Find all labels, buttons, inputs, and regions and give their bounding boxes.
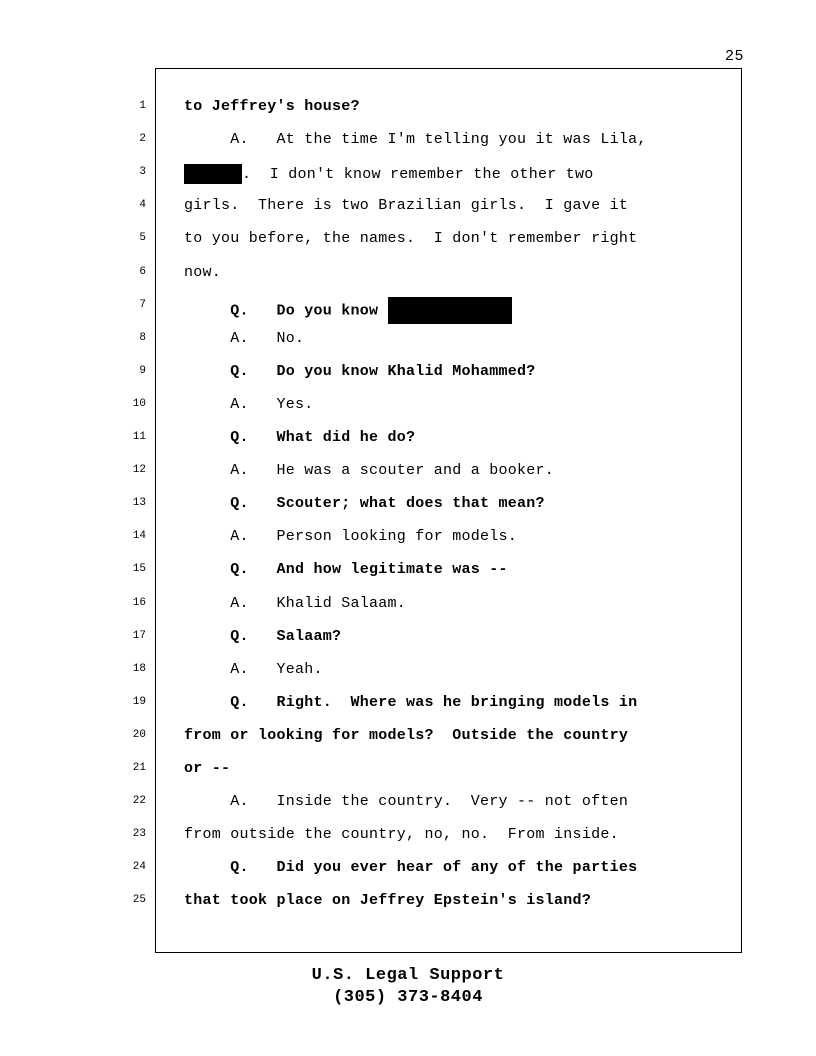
line-number: 11 — [132, 431, 146, 443]
line-text: . I don't know remember the other two — [242, 166, 594, 184]
line-text: A. Yeah. — [184, 660, 323, 678]
transcript-line — [184, 230, 637, 247]
line-number: 6 — [139, 265, 146, 278]
transcript-line — [184, 892, 591, 909]
line-number: 17 — [132, 629, 146, 642]
redaction-box — [184, 164, 242, 184]
line-number: 1 — [139, 100, 146, 112]
line-number: 18 — [132, 662, 146, 675]
transcript-line — [184, 264, 221, 281]
line-text: from outside the country, no, no. From inside. — [184, 826, 619, 844]
line-text: girls. There is two Brazilian girls. I gave it — [184, 197, 629, 215]
transcript-line — [184, 297, 512, 324]
line-number: 7 — [139, 298, 146, 311]
footer-company: U.S. Legal Support — [311, 966, 505, 985]
line-number: 10 — [132, 397, 146, 410]
transcript-line — [184, 98, 360, 115]
line-number: 21 — [132, 762, 146, 774]
line-text: Q. Do you know — [184, 302, 388, 320]
line-number: 13 — [132, 497, 146, 510]
transcript-line — [184, 396, 314, 413]
line-number: 23 — [132, 828, 146, 841]
line-number: 19 — [132, 695, 146, 708]
transcript-line — [184, 628, 341, 645]
transcript-line — [184, 793, 628, 810]
line-number: 9 — [139, 364, 146, 377]
line-text: A. Yes. — [184, 395, 314, 413]
line-text: from or looking for models? Outside the country — [184, 726, 629, 744]
line-number: 22 — [132, 795, 146, 808]
line-text: Q. Salaam? — [184, 627, 342, 645]
transcript-line — [184, 760, 230, 777]
line-number: 20 — [132, 728, 146, 741]
line-text: A. No. — [184, 329, 305, 347]
redaction-box — [388, 297, 512, 324]
line-number: 14 — [132, 530, 146, 543]
transcript-line — [184, 164, 594, 184]
line-number: 12 — [132, 464, 146, 477]
line-text: A. Khalid Salaam. — [184, 594, 407, 612]
line-text: Q. And how legitimate was -- — [184, 561, 508, 579]
line-text: that took place on Jeffrey Epstein's island? — [184, 892, 592, 910]
transcript-line — [184, 495, 545, 512]
line-number: 24 — [132, 861, 146, 874]
transcript-line — [184, 429, 415, 446]
line-text: A. Person looking for models. — [184, 528, 518, 546]
transcript-line — [184, 561, 508, 578]
line-number: 15 — [132, 563, 146, 576]
transcript-line — [184, 661, 323, 678]
line-text: Q. Right. Where was he bringing models in — [184, 693, 638, 711]
line-text: to you before, the names. I don't remember right — [184, 230, 638, 248]
line-text: A. He was a scouter and a booker. — [184, 462, 555, 480]
transcript-line — [184, 131, 647, 148]
line-text: A. Inside the country. Very -- not often — [184, 793, 629, 811]
line-text: to Jeffrey's house? — [184, 98, 360, 115]
line-number: 5 — [139, 232, 146, 245]
line-text: A. At the time I'm telling you it was Lila, — [184, 131, 647, 149]
line-text: Q. Did you ever hear of any of the parties — [184, 859, 638, 877]
transcript-line — [184, 694, 637, 711]
transcript-line — [184, 197, 628, 214]
transcript-line — [184, 528, 517, 545]
line-number: 3 — [139, 166, 146, 179]
transcript-line — [184, 826, 619, 843]
line-number: 2 — [139, 133, 146, 146]
transcript-line — [184, 462, 554, 479]
line-number: 8 — [139, 331, 146, 344]
line-text: Q. What did he do? — [184, 429, 416, 446]
line-text: Q. Do you know Khalid Mohammed? — [184, 362, 536, 380]
transcript-line — [184, 859, 637, 876]
transcript-line — [184, 727, 628, 744]
line-number: 4 — [139, 199, 146, 212]
transcript-line — [184, 363, 536, 380]
transcript-line — [184, 330, 304, 347]
line-text: or -- — [184, 760, 231, 777]
page-number: 25 — [724, 48, 744, 65]
line-number: 16 — [132, 596, 146, 609]
line-text: Q. Scouter; what does that mean? — [184, 495, 545, 513]
line-text: now. — [184, 263, 222, 281]
footer-phone: (305) 373-8404 — [333, 988, 483, 1007]
line-number: 25 — [132, 894, 146, 907]
transcript-line — [184, 595, 406, 612]
